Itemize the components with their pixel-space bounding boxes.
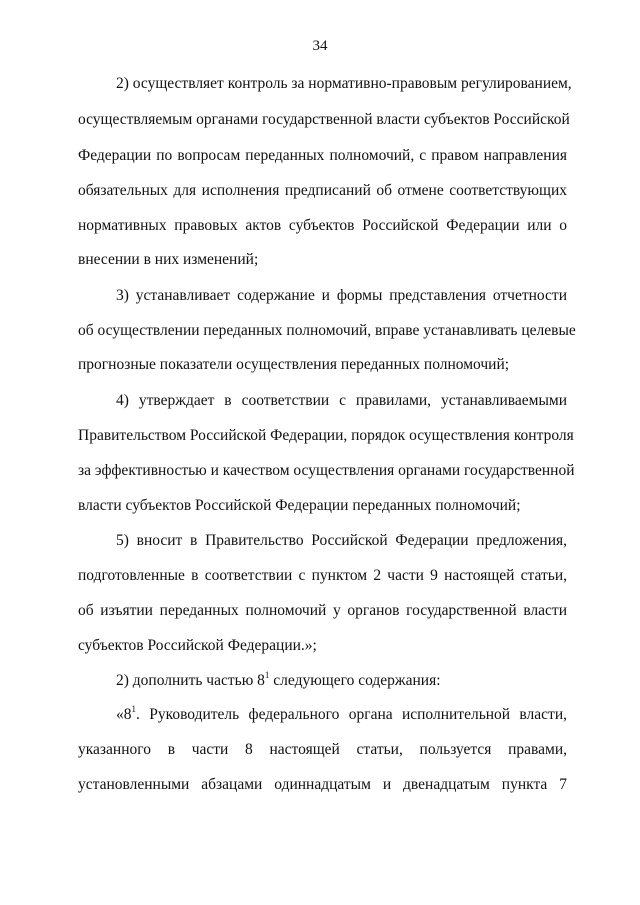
text-line: нормативных правовых актов субъектов Российской Федерации или о: [78, 217, 567, 234]
text-line: 4) утверждает в соответствии с правилами, устанавливаемыми: [116, 392, 567, 409]
text-line: внесении в них изменений;: [78, 251, 259, 268]
text-fragment: 2) дополнить частью 8: [116, 672, 265, 689]
text-line: 2) осуществляет контроль за нормативно-правовым регулированием,: [116, 75, 572, 92]
text-line: установленными абзацами одиннадцатым и двенадцатым пункта 7: [78, 776, 567, 793]
text-line: об осуществлении переданных полномочий, вправе устанавливать целевые: [78, 322, 576, 339]
text-line: указанного в части 8 настоящей статьи, пользуется правами,: [78, 741, 567, 758]
text-line: Федерации по вопросам переданных полномочий, с правом направления: [78, 147, 567, 164]
text-line: об изъятии переданных полномочий у органов государственной власти: [78, 602, 567, 619]
text-line: 5) вносит в Правительство Российской Федерации предложения,: [116, 532, 567, 549]
text-fragment: «8: [116, 706, 132, 723]
text-fragment: следующего содержания:: [269, 672, 441, 689]
text-line: прогнозные показатели осуществления переданных полномочий;: [78, 356, 510, 373]
text-line: за эффективностью и качеством осуществления органами государственной: [78, 462, 575, 479]
superscript: 1: [131, 704, 136, 714]
text-line: подготовленные в соответствии с пунктом 2 части 9 настоящей статьи,: [78, 567, 567, 584]
text-line: 3) устанавливает содержание и формы представления отчетности: [116, 287, 567, 304]
text-line: субъектов Российской Федерации.»;: [78, 637, 317, 654]
text-line: осуществляемым органами государственной власти субъектов Российской: [78, 111, 570, 128]
page-number: 34: [312, 38, 328, 54]
text-fragment: . Руководитель федерального органа исполнительной власти,: [136, 706, 567, 723]
text-line-superscript: [116, 705, 567, 725]
superscript: 1: [264, 670, 270, 680]
text-line: обязательных для исполнения предписаний об отмене соответствующих: [78, 182, 567, 199]
text-line-superscript: [116, 671, 441, 691]
text-line: Правительством Российской Федерации, порядок осуществления контроля: [78, 427, 574, 444]
text-line: власти субъектов Российской Федерации переданных полномочий;: [78, 497, 521, 514]
